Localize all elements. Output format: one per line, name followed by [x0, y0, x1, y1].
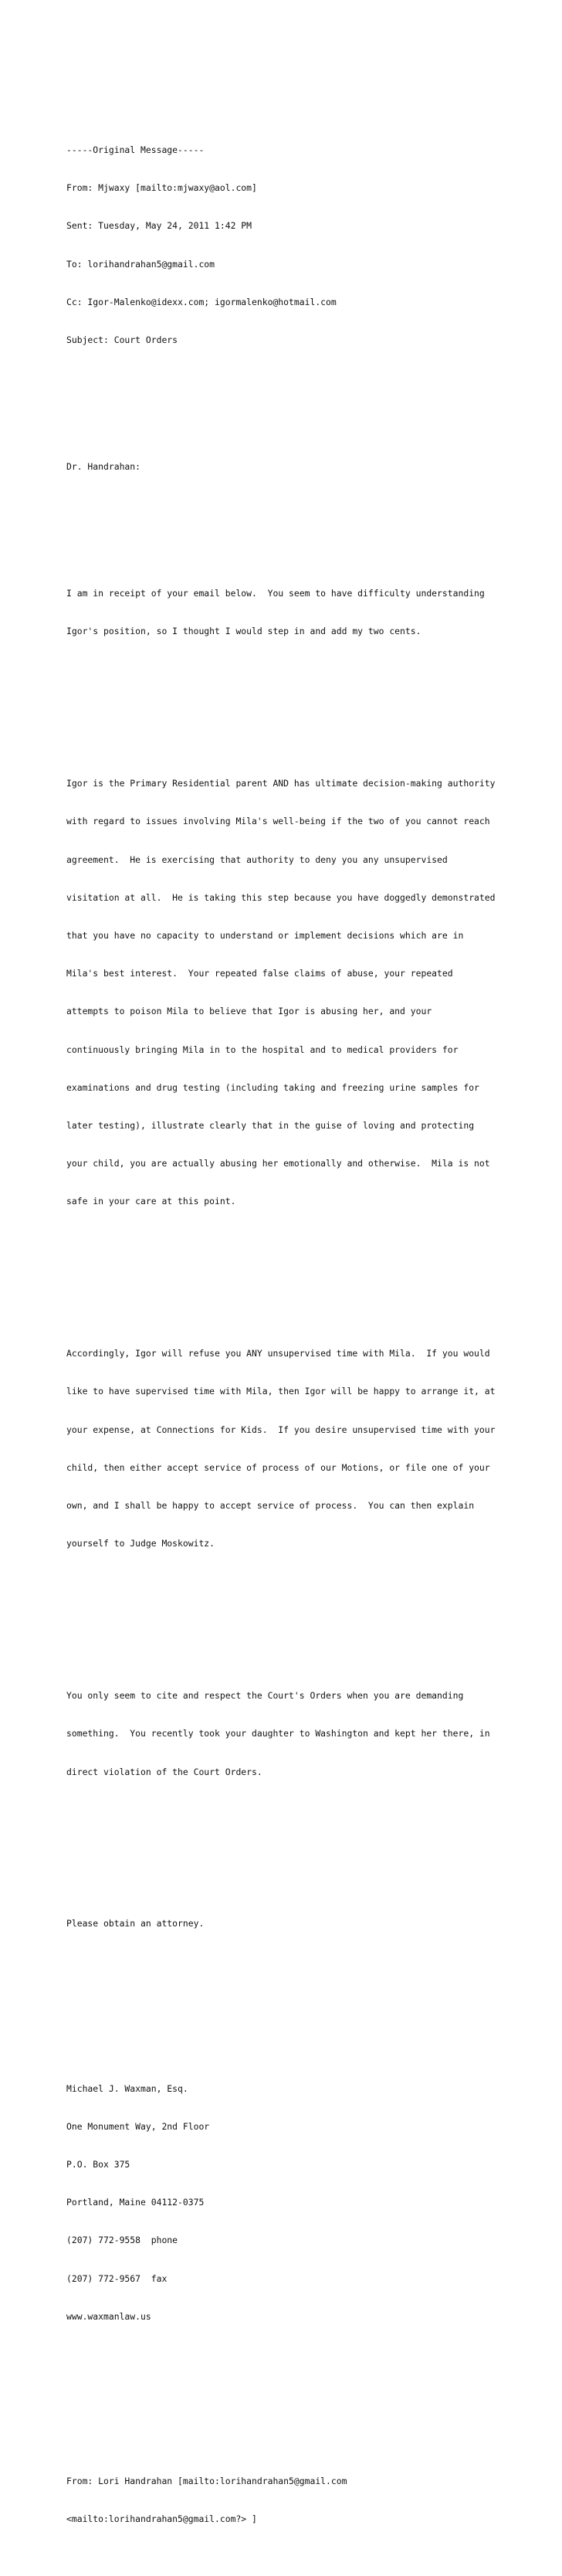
- signature-website-link[interactable]: www.waxmanlaw.us: [66, 2310, 151, 2322]
- body-line: attempts to poison Mila to believe that Igor is abusing her, and your: [66, 1006, 432, 1017]
- body-line: later testing), illustrate clearly that in the guise of loving and protecting: [66, 1119, 475, 1131]
- body-line: agreement. He is exercising that authority to deny you any unsupervised: [66, 854, 448, 865]
- header-to: To: lorihandrahan5@gmail.com: [66, 258, 215, 270]
- body-line: safe in your care at this point.: [66, 1196, 236, 1207]
- email-document: [66, 80, 530, 2576]
- body-line: continuously bringing Mila in to the hospital and to medical providers for: [66, 1044, 459, 1055]
- body-line: Please obtain an attorney.: [66, 1918, 205, 1929]
- spacer: [66, 1994, 530, 2019]
- body-line: Accordingly, Igor will refuse you ANY unsupervised time with Mila. If you would: [66, 1348, 490, 1359]
- spacer: [66, 1614, 530, 1626]
- body-line: something. You recently took your daughter to Washington and kept her there, in: [66, 1728, 490, 1739]
- header-cc: Cc: Igor-Malenko@idexx.com; igormalenko@hotmail.com: [66, 296, 337, 307]
- signature-city: Portland, Maine 04112-0375: [66, 2197, 205, 2208]
- body-line: Igor is the Primary Residential parent AND has ultimate decision-making authority: [66, 778, 496, 789]
- body-line: your child, you are actually abusing her emotionally and otherwise. Mila is not: [66, 1158, 490, 1169]
- body-line: like to have supervised time with Mila, then Igor will be happy to arrange it, at: [66, 1386, 496, 1397]
- body-line: with regard to issues involving Mila's well-being if the two of you cannot reach: [66, 816, 490, 827]
- body-line: your expense, at Connections for Kids. If you desire unsupervised time with your: [66, 1424, 496, 1435]
- header-from: From: Mjwaxy [mailto:mjwaxy@aol.com]: [66, 182, 257, 194]
- spacer: [66, 701, 530, 714]
- body-line: direct violation of the Court Orders.: [66, 1766, 262, 1777]
- body-line: child, then either accept service of process of our Motions, or file one of your: [66, 1461, 490, 1473]
- body-line: examinations and drug testing (including taking and freezing urine samples for: [66, 1081, 479, 1093]
- body-line: yourself to Judge Moskowitz.: [66, 1538, 215, 1549]
- body-line: I am in receipt of your email below. You seem to have difficulty understanding: [66, 588, 485, 599]
- signature-po-box: P.O. Box 375: [66, 2159, 130, 2170]
- body-line: that you have no capacity to understand or implement decisions which are in: [66, 929, 464, 941]
- salutation: Dr. Handrahan:: [66, 461, 141, 473]
- body-line: own, and I shall be happy to accept service of process. You can then explain: [66, 1500, 475, 1512]
- body-line: Mila's best interest. Your repeated false claims of abuse, your repeated: [66, 968, 453, 979]
- paragraph-3: [66, 1322, 530, 1575]
- header-sent: Sent: Tuesday, May 24, 2011 1:42 PM: [66, 220, 252, 232]
- quoted-message-header: [66, 2449, 530, 2551]
- signature-phone: (207) 772-9558 phone: [66, 2235, 178, 2246]
- paragraph-1: [66, 562, 530, 663]
- paragraph-4: [66, 1664, 530, 1803]
- quoted-from-line: <mailto:lorihandrahan5@gmail.com?> ]: [66, 2513, 257, 2525]
- signature-fax: (207) 772-9567 fax: [66, 2272, 168, 2284]
- spacer: [66, 511, 530, 524]
- quoted-from-line: From: Lori Handrahan [mailto:lorihandrahan5@gmail.com: [66, 2476, 347, 2487]
- body-line: You only seem to cite and respect the Court's Orders when you are demanding: [66, 1690, 464, 1702]
- paragraph-2: [66, 752, 530, 1233]
- spacer: [66, 409, 530, 422]
- paragraph-5: [66, 1892, 530, 1956]
- signature-block: [66, 2057, 530, 2348]
- spacer: [66, 2386, 530, 2411]
- spacer: [66, 1841, 530, 1854]
- body-line: Igor's position, so I thought I would step in and add my two cents.: [66, 626, 422, 637]
- signature-address: One Monument Way, 2nd Floor: [66, 2120, 210, 2132]
- original-message-marker: -----Original Message-----: [66, 144, 205, 156]
- email-header: [66, 118, 530, 372]
- header-subject: Subject: Court Orders: [66, 334, 178, 346]
- body-line: visitation at all. He is taking this step because you have doggedly demonstrated: [66, 891, 496, 903]
- signature-name: Michael J. Waxman, Esq.: [66, 2082, 188, 2094]
- spacer: [66, 1271, 530, 1284]
